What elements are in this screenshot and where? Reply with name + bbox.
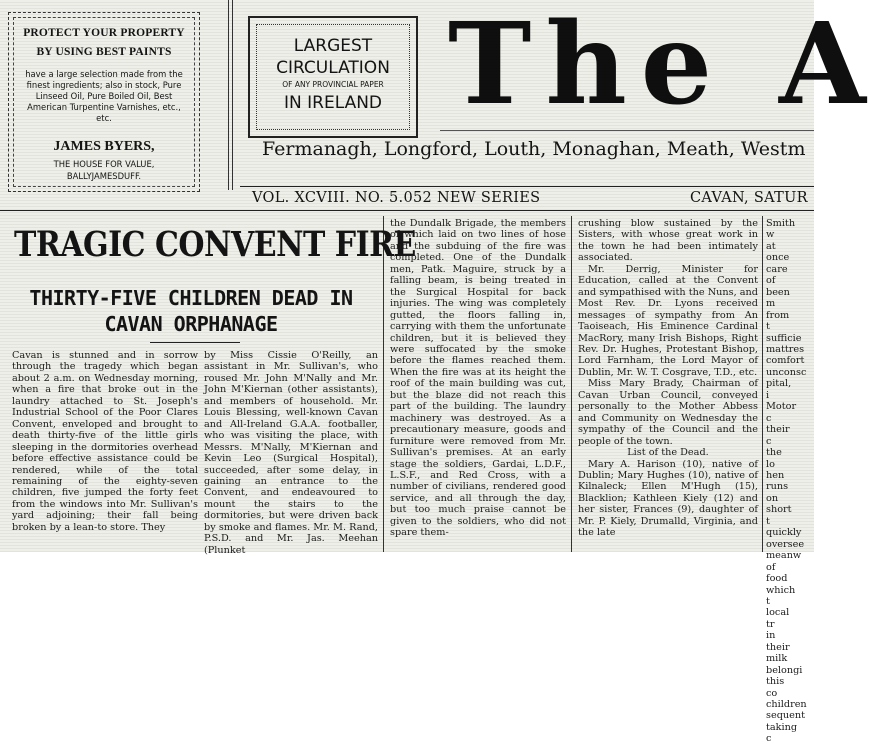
dateline-top-rule (240, 186, 814, 187)
volume-number: VOL. XCVIII. NO. 5.052 NEW SERIES (252, 190, 541, 206)
circulation-line1: LARGEST (293, 36, 373, 56)
masthead-rule (440, 130, 814, 131)
column-rule-2 (571, 216, 572, 552)
column-1-text: Cavan is stunned and in sorrow through the tragedy which began about 2 a.m. on Wednesday morning, when a fire that broke out in the laundry attached to St. Joseph's Industrial School of the Poor Clares Convent, enveloped and brought to death thirty-five of the little girls sleeping in the dormitories overhead before effective assistance could be rendered, while of the total remaining of the eighty-seven children, five jumped the forty feet from the windows into Mr. Sullivan's yard adjoining; their fall being broken by a lean-to store. They (12, 350, 198, 533)
circulation-line3: OF ANY PROVINCIAL PAPER (282, 80, 384, 89)
subheadline-line2: CAVAN ORPHANAGE (104, 312, 278, 336)
column-5-text: Smith w at once care of been m from t sufficie mattres comfort unconsc pital, i Motor c their c the lo hen runs on short t quickly oversee meanw of food which t local tr in their milk belongi this co children sequent taking c (766, 218, 807, 745)
column-rule-1 (383, 216, 384, 552)
column-3-text: the Dundalk Brigade, the members of which laid on two lines of hose and the subduing of the fire was completed. One of the Dundalk men, Patk. Maguire, struck by a falling beam, is being treated in the Surgical Hospital for back injuries. The wing was completely gutted, the floors falling in, carrying with them the unfortunate children, but it is believed they were suffocated by the smoke before the flames reached them. When the fire was at its height the roof of the main building was cut, but the blaze did not reach this part of the building. The laundry machinery was destroyed. As a precautionary measure, goods and furniture were removed from Mr. Sullivan's premises. At an early stage the soldiers, Gardai, L.D.F., L.S.F., and Red Cross, with a number of civilians, rendered good service, and all through the day, but too much praise cannot be given to the soldiers, who did not spare them- (390, 218, 566, 539)
ad-slogan-line1: THE HOUSE FOR VALUE, (53, 159, 155, 169)
ad-slogan-line2: BALLYJAMESDUFF. (66, 171, 142, 181)
ad-heading-line2: BY USING BEST PAINTS (36, 46, 172, 58)
list-of-dead-heading: List of the Dead. (627, 447, 709, 459)
masthead-divider-2 (232, 0, 233, 190)
counties-line: Fermanagh, Longford, Louth, Monaghan, Meath, Westm (262, 138, 806, 160)
ad-merchant-name: JAMES BYERS, (53, 139, 155, 154)
ad-heading-line1: PROTECT YOUR PROPERTY (23, 27, 185, 39)
article-column-1 (12, 350, 198, 552)
column-4-para-4: Mary A. Harison (10), native of Dublin; Mary Hughes (10), native of Kilnaleck; Ellen M'Hugh (15), Blacklion; Kathleen Kiely (12) and her sister, Frances (9), daughter of Mr. P. Kiely, Drumalld, Virginia, and the late (578, 458, 758, 539)
article-column-3 (390, 218, 566, 552)
column-2-text: by Miss Cissie O'Reilly, an assistant in Mr. Sullivan's, who roused Mr. John M'Nally and Mr. John M'Kiernan (other assistants), and members of household. Mr. Louis Blessing, well-known Cavan and All-Ireland G.A.A. footballer, who was visiting the place, with Messrs. M'Nally, M'Kiernan and Kevin Leo (Surgical Hospital), succeeded, after some delay, in gaining an entrance to the Convent, and endeavoured to mount the stairs to the dormitories, but were driven back by smoke and flames. Mr. M. Rand, P.S.D. and Mr. Jas. Meehan (Plunket (204, 350, 378, 556)
headline: TRAGIC CONVENT FIRE (14, 225, 416, 266)
dateline-bottom-rule (0, 210, 814, 211)
ad-body-text: have a large selection made from the finest ingredients; also in stock, Pure Linseed Oil, Pure Boiled Oil, Best American Turpentine Varnishes, etc., etc. (25, 69, 183, 123)
circulation-line2: CIRCULATION (276, 58, 390, 78)
column-4-para-3: Miss Mary Brady, Chairman of Cavan Urban Council, conveyed personally to the Mother Abbess and Community on Wednesday the sympathy of the Council and the people of the town. (578, 378, 758, 447)
column-4-para-1: crushing blow sustained by the Sisters, with whose great work in the town he had been intimately associated. (578, 218, 758, 264)
circulation-box (248, 16, 418, 138)
article-column-4 (578, 218, 758, 552)
column-rule-3 (762, 216, 763, 552)
paint-advertisement (8, 12, 200, 192)
column-4-para-2: Mr. Derrig, Minister for Education, called at the Convent and sympathised with the Nuns, and Most Rev. Dr. Lyons received messages of sympathy from An Taoiseach, His Eminence Cardinal MacRory, many Irish Bishops, Right Rev. Dr. Hughes, Protestant Bishop, Lord Farnham, the Lord Mayor of Dublin, Mr. W. T. Cosgrave, T.D., etc. (578, 263, 758, 378)
article-column-2 (204, 350, 378, 556)
headline-divider (150, 342, 240, 343)
masthead-title: The A (448, 0, 880, 130)
subheadline-line1: THIRTY-FIVE CHILDREN DEAD IN (29, 286, 353, 310)
article-column-5 (766, 218, 810, 745)
circulation-line4: IN IRELAND (284, 93, 382, 113)
dateline-place: CAVAN, SATUR (690, 190, 808, 206)
masthead-divider (228, 0, 229, 190)
